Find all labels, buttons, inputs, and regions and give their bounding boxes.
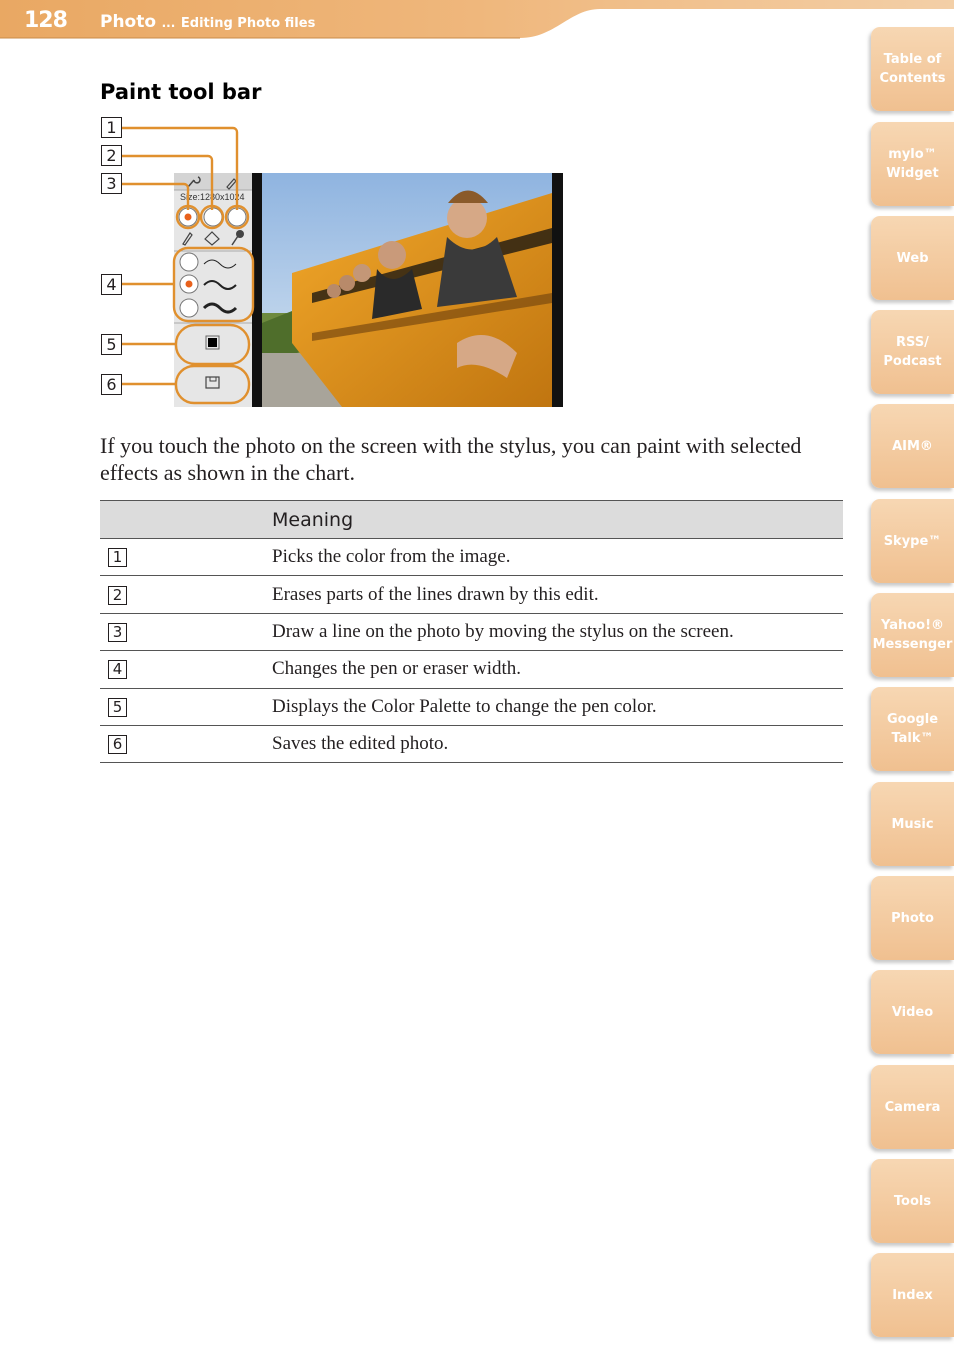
row-meaning: Picks the color from the image.: [272, 539, 843, 576]
row-meaning: Changes the pen or eraser width.: [272, 651, 843, 688]
tab-label: Index: [892, 1287, 933, 1303]
breadcrumb-separator: ...: [161, 16, 176, 30]
tab-rss-podcast[interactable]: [871, 310, 954, 394]
tab-label: Skype™: [883, 533, 942, 549]
tab-label: AIM®: [892, 438, 933, 454]
breadcrumb-subsection: Editing Photo files: [180, 16, 316, 31]
tab-google-talk[interactable]: [871, 687, 954, 771]
row-number: 1: [108, 548, 127, 567]
tab-label: RSS/ Podcast: [883, 335, 942, 369]
breadcrumb-section[interactable]: Photo: [100, 12, 157, 32]
tab-label: Tools: [893, 1193, 932, 1209]
tab-label: Camera: [884, 1099, 941, 1115]
tab-label: mylo™ Widget: [886, 147, 939, 181]
sample-photo: [252, 173, 563, 407]
photo-illustration: [252, 173, 563, 407]
callout-1: 1: [101, 117, 122, 138]
row-number: 6: [108, 735, 127, 754]
tab-yahoo-messenger[interactable]: [871, 593, 954, 677]
callout-4: 4: [101, 274, 122, 295]
tab-tools[interactable]: [871, 1159, 954, 1243]
tab-table-of-contents[interactable]: [871, 27, 954, 111]
tab-label: Table of Contents: [879, 52, 946, 86]
table-row: [100, 613, 843, 650]
tab-label: Google Talk™: [886, 712, 939, 746]
tab-label: Web: [896, 250, 929, 266]
paint-toolbar: [174, 173, 252, 407]
callout-6: 6: [101, 374, 122, 395]
tab-aim[interactable]: [871, 404, 954, 488]
row-meaning: Erases parts of the lines drawn by this edit.: [272, 576, 843, 613]
row-meaning: Draw a line on the photo by moving the stylus on the screen.: [272, 613, 843, 650]
row-meaning: Saves the edited photo.: [272, 725, 843, 762]
table-row: [100, 725, 843, 762]
row-meaning: Displays the Color Palette to change the pen color.: [272, 688, 843, 725]
row-number: 4: [108, 660, 127, 679]
tab-skype[interactable]: [871, 499, 954, 583]
row-number: 3: [108, 623, 127, 642]
breadcrumb: [100, 12, 315, 32]
tab-music[interactable]: [871, 782, 954, 866]
tab-label: Video: [891, 1004, 934, 1020]
section-title: Paint tool bar: [100, 80, 262, 104]
page-number: 128: [24, 8, 67, 33]
table-row: [100, 539, 843, 576]
row-number: 5: [108, 698, 127, 717]
meaning-table: [100, 500, 843, 763]
page-header: [0, 0, 954, 40]
callout-5: 5: [101, 334, 122, 355]
table-header-row: [100, 501, 843, 539]
tab-photo[interactable]: [871, 876, 954, 960]
intro-paragraph: If you touch the photo on the screen with the stylus, you can paint with selected effects as shown in the chart.: [100, 433, 802, 485]
column-header-meaning: Meaning: [100, 501, 843, 539]
table-row: [100, 688, 843, 725]
toolbar-graphics: [174, 173, 252, 407]
tab-video[interactable]: [871, 970, 954, 1054]
tab-label: Yahoo!® Messenger: [872, 618, 953, 652]
callout-2: 2: [101, 145, 122, 166]
tab-index[interactable]: [871, 1253, 954, 1337]
callout-3: 3: [101, 173, 122, 194]
tab-mylo-widget[interactable]: [871, 122, 954, 206]
tab-label: Music: [891, 816, 934, 832]
tab-camera[interactable]: [871, 1065, 954, 1149]
table-row: [100, 576, 843, 613]
table-row: [100, 651, 843, 688]
tab-web[interactable]: [871, 216, 954, 300]
image-size-label: Size:1280x1024: [180, 192, 245, 202]
row-number: 2: [108, 586, 127, 605]
tab-label: Photo: [891, 910, 934, 926]
